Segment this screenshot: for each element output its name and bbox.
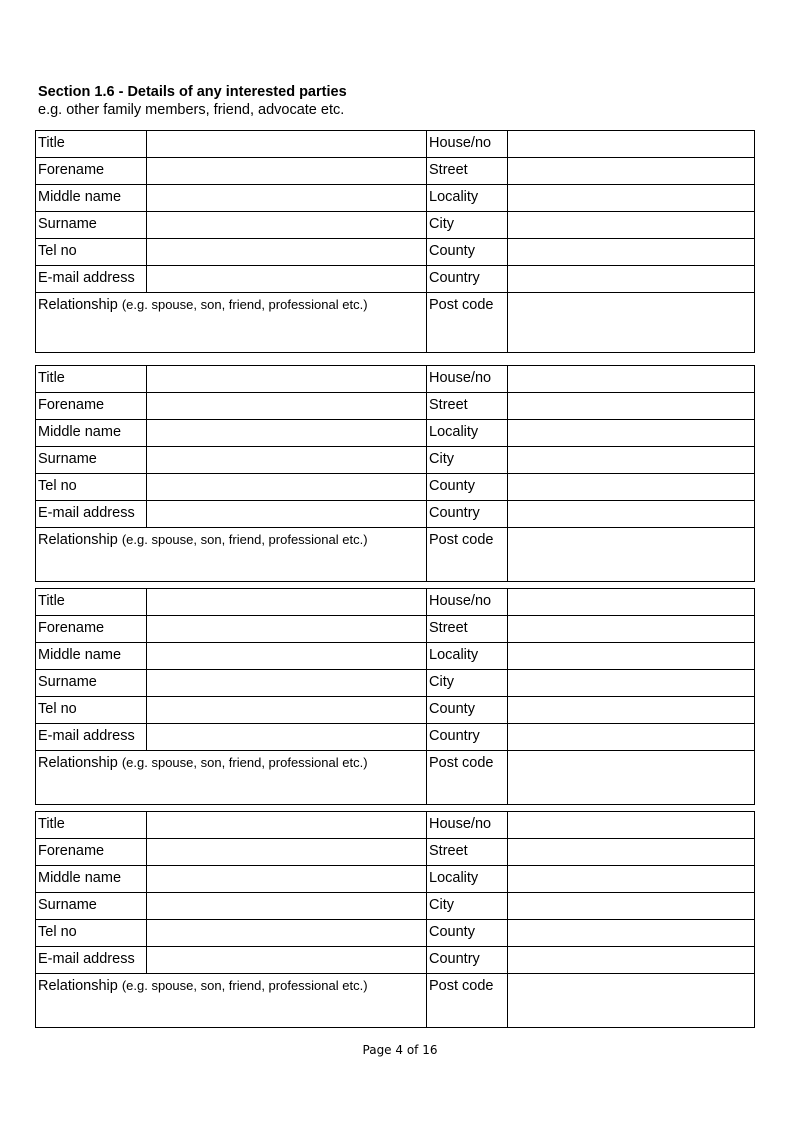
address-label: County	[427, 474, 508, 501]
form-row	[36, 474, 755, 501]
address-label: Country	[427, 501, 508, 528]
relationship-row	[36, 528, 755, 582]
field-input[interactable]	[147, 947, 427, 974]
form-row	[36, 643, 755, 670]
relationship-label: Relationship	[38, 755, 118, 771]
relationship-label: Relationship	[38, 297, 118, 313]
field-input[interactable]	[147, 212, 427, 239]
field-label: Middle name	[36, 185, 147, 212]
form-row	[36, 158, 755, 185]
form-row	[36, 670, 755, 697]
form-row	[36, 393, 755, 420]
address-label: Street	[427, 839, 508, 866]
form-row	[36, 589, 755, 616]
address-label: House/no	[427, 812, 508, 839]
address-input[interactable]	[508, 893, 755, 920]
postcode-input[interactable]	[508, 528, 755, 582]
interested-party-form-3	[35, 588, 755, 805]
field-label: Forename	[36, 393, 147, 420]
address-input[interactable]	[508, 670, 755, 697]
relationship-field[interactable]	[36, 974, 427, 1028]
form-row	[36, 131, 755, 158]
form-row	[36, 501, 755, 528]
address-label: Locality	[427, 643, 508, 670]
address-input[interactable]	[508, 239, 755, 266]
address-input[interactable]	[508, 420, 755, 447]
address-input[interactable]	[508, 947, 755, 974]
field-label: Tel no	[36, 474, 147, 501]
form-row	[36, 866, 755, 893]
field-input[interactable]	[147, 643, 427, 670]
field-input[interactable]	[147, 616, 427, 643]
field-label: E-mail address	[36, 501, 147, 528]
address-input[interactable]	[508, 158, 755, 185]
field-input[interactable]	[147, 866, 427, 893]
address-label: City	[427, 447, 508, 474]
field-label: Tel no	[36, 920, 147, 947]
section-subtitle: e.g. other family members, friend, advocate etc.	[38, 102, 345, 118]
relationship-field[interactable]	[36, 751, 427, 805]
field-input[interactable]	[147, 420, 427, 447]
address-label: Street	[427, 616, 508, 643]
form-row	[36, 366, 755, 393]
address-input[interactable]	[508, 724, 755, 751]
address-label: City	[427, 670, 508, 697]
form-row	[36, 239, 755, 266]
field-input[interactable]	[147, 893, 427, 920]
field-label: Middle name	[36, 866, 147, 893]
field-label: Forename	[36, 158, 147, 185]
relationship-hint: (e.g. spouse, son, friend, professional etc.)	[121, 532, 368, 547]
field-label: Title	[36, 366, 147, 393]
postcode-label: Post code	[427, 974, 508, 1028]
address-input[interactable]	[508, 812, 755, 839]
field-input[interactable]	[147, 131, 427, 158]
field-label: E-mail address	[36, 724, 147, 751]
address-input[interactable]	[508, 866, 755, 893]
relationship-field[interactable]	[36, 528, 427, 582]
form-row	[36, 697, 755, 724]
field-input[interactable]	[147, 447, 427, 474]
field-label: Forename	[36, 616, 147, 643]
postcode-label: Post code	[427, 751, 508, 805]
relationship-row	[36, 974, 755, 1028]
address-label: Locality	[427, 866, 508, 893]
address-label: County	[427, 239, 508, 266]
address-input[interactable]	[508, 501, 755, 528]
field-label: Middle name	[36, 420, 147, 447]
field-input[interactable]	[147, 366, 427, 393]
relationship-hint: (e.g. spouse, son, friend, professional etc.)	[121, 755, 368, 770]
field-input[interactable]	[147, 812, 427, 839]
field-input[interactable]	[147, 393, 427, 420]
form-row	[36, 812, 755, 839]
address-label: Street	[427, 158, 508, 185]
field-input[interactable]	[147, 920, 427, 947]
field-label: E-mail address	[36, 266, 147, 293]
field-label: Surname	[36, 670, 147, 697]
address-label: Country	[427, 266, 508, 293]
relationship-row	[36, 293, 755, 353]
address-input[interactable]	[508, 643, 755, 670]
field-input[interactable]	[147, 474, 427, 501]
relationship-field[interactable]	[36, 293, 427, 353]
address-input[interactable]	[508, 697, 755, 724]
address-label: House/no	[427, 366, 508, 393]
relationship-label: Relationship	[38, 978, 118, 994]
address-input[interactable]	[508, 131, 755, 158]
relationship-hint: (e.g. spouse, son, friend, professional etc.)	[121, 297, 368, 312]
page-number: Page 4 of 16	[362, 1043, 438, 1057]
address-label: Street	[427, 393, 508, 420]
address-input[interactable]	[508, 920, 755, 947]
field-input[interactable]	[147, 501, 427, 528]
address-label: County	[427, 697, 508, 724]
form-row	[36, 447, 755, 474]
address-input[interactable]	[508, 185, 755, 212]
address-input[interactable]	[508, 212, 755, 239]
field-input[interactable]	[147, 239, 427, 266]
field-label: Title	[36, 812, 147, 839]
form-row	[36, 947, 755, 974]
postcode-input[interactable]	[508, 293, 755, 353]
form-row	[36, 724, 755, 751]
field-label: E-mail address	[36, 947, 147, 974]
address-label: Country	[427, 724, 508, 751]
field-label: Title	[36, 131, 147, 158]
form-row	[36, 185, 755, 212]
form-row	[36, 920, 755, 947]
postcode-label: Post code	[427, 528, 508, 582]
address-input[interactable]	[508, 839, 755, 866]
interested-party-form-2	[35, 365, 755, 582]
relationship-label: Relationship	[38, 532, 118, 548]
relationship-hint: (e.g. spouse, son, friend, professional etc.)	[121, 978, 368, 993]
relationship-row	[36, 751, 755, 805]
field-input[interactable]	[147, 839, 427, 866]
address-label: City	[427, 893, 508, 920]
address-label: House/no	[427, 131, 508, 158]
address-input[interactable]	[508, 616, 755, 643]
postcode-input[interactable]	[508, 974, 755, 1028]
address-input[interactable]	[508, 474, 755, 501]
field-input[interactable]	[147, 670, 427, 697]
field-label: Tel no	[36, 239, 147, 266]
address-input[interactable]	[508, 447, 755, 474]
form-row	[36, 839, 755, 866]
address-label: City	[427, 212, 508, 239]
field-label: Forename	[36, 839, 147, 866]
form-row	[36, 893, 755, 920]
field-label: Surname	[36, 212, 147, 239]
form-row	[36, 616, 755, 643]
interested-party-form-1	[35, 130, 755, 353]
form-row	[36, 420, 755, 447]
field-input[interactable]	[147, 589, 427, 616]
field-label: Surname	[36, 893, 147, 920]
address-input[interactable]	[508, 393, 755, 420]
address-label: Locality	[427, 420, 508, 447]
address-label: County	[427, 920, 508, 947]
address-label: Country	[427, 947, 508, 974]
address-input[interactable]	[508, 366, 755, 393]
field-label: Surname	[36, 447, 147, 474]
interested-party-form-4	[35, 811, 755, 1028]
field-label: Title	[36, 589, 147, 616]
section-title: Section 1.6 - Details of any interested parties	[38, 84, 347, 100]
field-label: Middle name	[36, 643, 147, 670]
postcode-input[interactable]	[508, 751, 755, 805]
field-input[interactable]	[147, 266, 427, 293]
postcode-label: Post code	[427, 293, 508, 353]
field-input[interactable]	[147, 158, 427, 185]
field-input[interactable]	[147, 697, 427, 724]
address-label: House/no	[427, 589, 508, 616]
address-input[interactable]	[508, 266, 755, 293]
field-input[interactable]	[147, 185, 427, 212]
address-label: Locality	[427, 185, 508, 212]
field-input[interactable]	[147, 724, 427, 751]
field-label: Tel no	[36, 697, 147, 724]
form-row	[36, 266, 755, 293]
address-input[interactable]	[508, 589, 755, 616]
form-row	[36, 212, 755, 239]
